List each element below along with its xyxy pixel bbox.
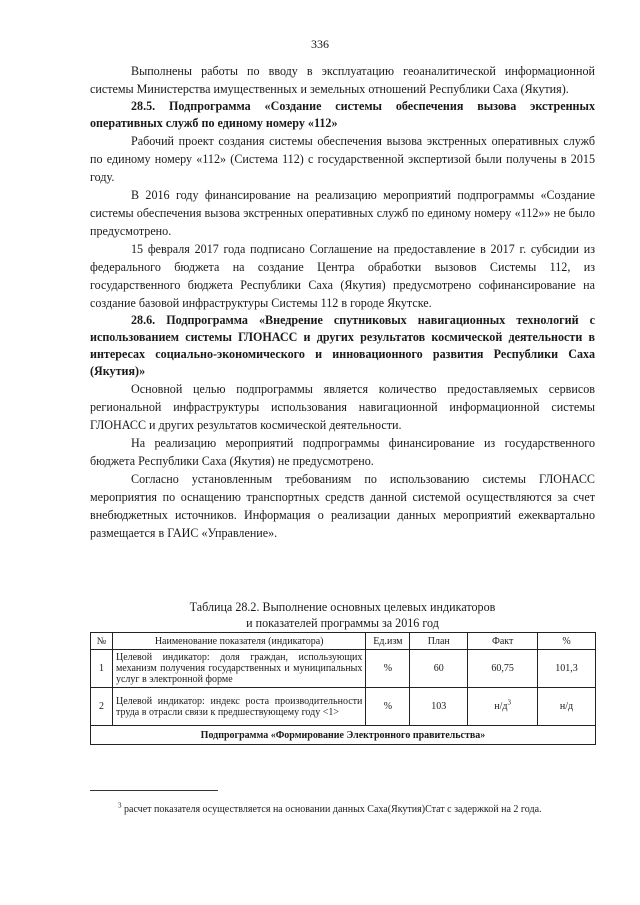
- header-plan: План: [410, 633, 468, 650]
- cell-plan: 103: [410, 688, 468, 726]
- paragraph-agreement-2017: 15 февраля 2017 года подписано Соглашение на предоставление в 2017 г. субсидии из федерального бюджета на создание Центра обработки вызовов Системы 112, из государственного бюджета Республики Саха (Якутия) предусмотрено софинансирование на создание базовой инфраструктуры Системы 112 в городе Якутске.: [90, 242, 595, 310]
- header-percent: %: [538, 633, 596, 650]
- paragraph-financing-2016: В 2016 году финансирование на реализацию мероприятий подпрограммы «Создание системы обеспечения вызова экстренных оперативных служб по единому номеру «112»» не было предусмотрено.: [90, 188, 595, 238]
- page-number: 336: [311, 37, 329, 51]
- paragraph-glonass-requirements: Согласно установленным требованиям по использованию системы ГЛОНАСС мероприятия по оснащению транспортных средств данной системой осуществляются за счет внебюджетных источников. Информация о реализации данных мероприятий ежеквартально размещается в ГАИС «Управление».: [90, 472, 595, 540]
- fact-footnote-marker: 3: [507, 698, 512, 707]
- cell-percent: 101,3: [538, 650, 596, 688]
- table-caption-line1: Таблица 28.2. Выполнение основных целевых индикаторов: [189, 600, 496, 614]
- paragraph-gis-works: Выполнены работы по вводу в эксплуатацию геоаналитической информационной системы Министерства имущественных и земельных отношений Республики Саха (Якутия).: [90, 64, 595, 96]
- cell-num: 1: [91, 650, 113, 688]
- heading-subprogram-28-5: 28.5. Подпрограмма «Создание системы обеспечения вызова экстренных оперативных служб по единому номеру «112»: [90, 99, 595, 130]
- table-row: [91, 650, 596, 688]
- heading-subprogram-28-6: 28.6. Подпрограмма «Внедрение спутниковых навигационных технологий с использованием системы ГЛОНАСС и других результатов космической деятельности в интересах социально-экономического и инновационного развития Республики Саха (Якутия)»: [90, 313, 595, 378]
- cell-percent: н/д: [538, 688, 596, 726]
- fact-value: н/д: [494, 701, 508, 712]
- paragraph-goal: Основной целью подпрограммы является количество предоставляемых сервисов региональной инфраструктуры использования навигационной информационной системы ГЛОНАСС и других результатов космической деятельности.: [90, 382, 595, 432]
- cell-fact: [468, 650, 538, 688]
- footnote-marker: 3: [118, 801, 122, 810]
- cell-name: Целевой индикатор: индекс роста производительности труда в отрасли связи к предшествующему году <1>: [112, 688, 365, 726]
- footnote-text: расчет показателя осуществляется на основании данных Саха(Якутия)Стат с задержкой на 2 года.: [124, 804, 542, 815]
- header-num: №: [91, 633, 113, 650]
- cell-plan: 60: [410, 650, 468, 688]
- header-unit: Ед.изм: [366, 633, 410, 650]
- fact-value: 60,75: [491, 663, 514, 674]
- cell-unit: %: [366, 688, 410, 726]
- cell-name: Целевой индикатор: доля граждан, использующих механизм получения государственных и муниципальных услуг в электронной форме: [112, 650, 365, 688]
- header-fact: Факт: [468, 633, 538, 650]
- table-header-row: [91, 633, 596, 650]
- header-name: Наименование показателя (индикатора): [112, 633, 365, 650]
- cell-unit: %: [366, 650, 410, 688]
- cell-num: 2: [91, 688, 113, 726]
- indicators-table: [90, 632, 596, 745]
- subprogram-row: [91, 726, 596, 745]
- table-row: [91, 688, 596, 726]
- subprogram-title: Подпрограмма «Формирование Электронного правительства»: [91, 726, 596, 745]
- paragraph-project-112: Рабочий проект создания системы обеспечения вызова экстренных оперативных служб по единому номеру «112» (Система 112) с государственной экспертизой были получены в 2015 году.: [90, 134, 595, 184]
- footnote: [118, 801, 542, 816]
- cell-fact: [468, 688, 538, 726]
- table-caption-line2: и показателей программы за 2016 год: [246, 616, 439, 630]
- document-body: [90, 62, 595, 542]
- paragraph-no-financing: На реализацию мероприятий подпрограммы финансирование из государственного бюджета Республики Саха (Якутия) не предусмотрено.: [90, 436, 595, 468]
- footnote-divider: [90, 790, 218, 791]
